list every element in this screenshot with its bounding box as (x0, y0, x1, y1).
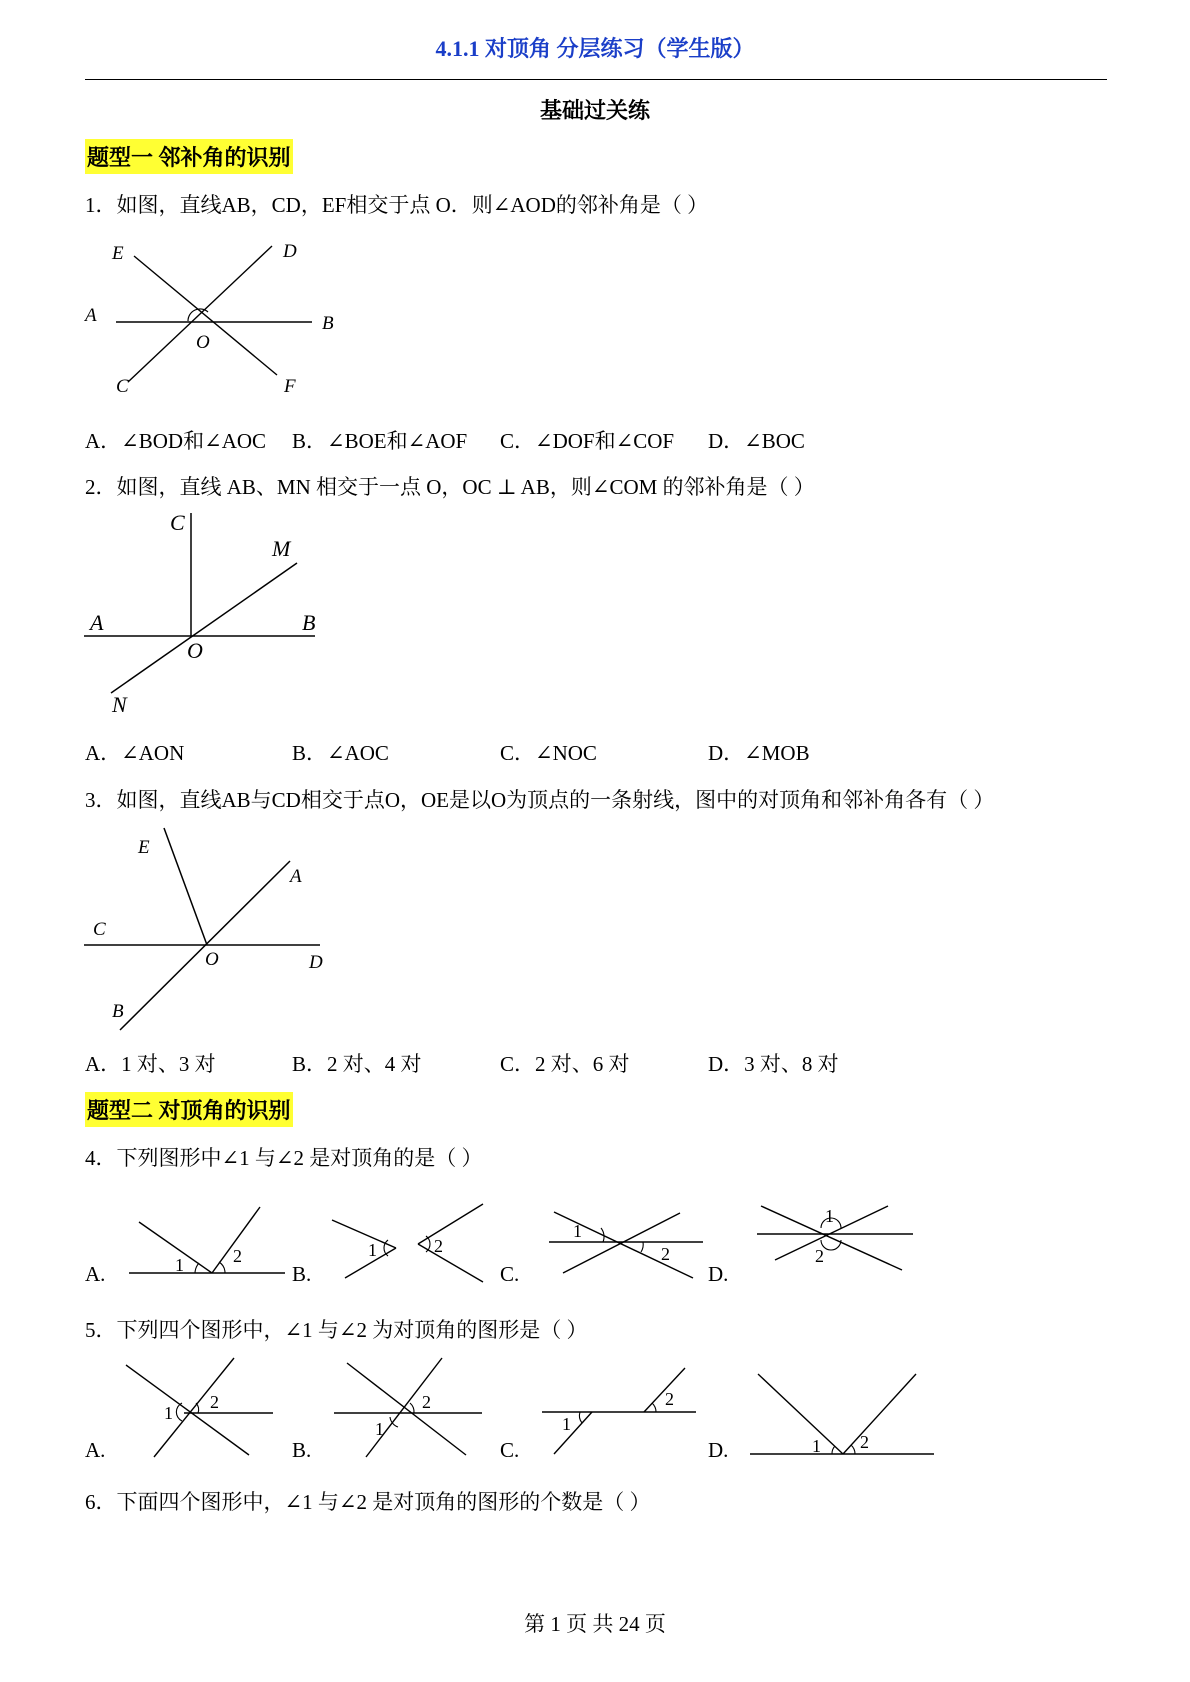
q4b-angle-2: 2 (434, 1236, 443, 1256)
q5-option-a[interactable]: A. (85, 1438, 106, 1462)
fig3-label-O: O (205, 949, 219, 970)
q5a-angle-2: 2 (210, 1392, 219, 1412)
question-6-text: 6．下面四个图形中，∠1 与∠2 是对顶角的图形的个数是（ ） (85, 1490, 651, 1514)
fig3-label-C: C (93, 919, 106, 940)
q4-figure-a (125, 1200, 295, 1290)
fig1-label-B: B (322, 313, 334, 334)
q4a-angle-2: 2 (233, 1246, 242, 1266)
q4-figure-d (755, 1200, 925, 1290)
fig2-label-N: N (112, 692, 127, 717)
question-1-figure (80, 235, 340, 405)
page-header-title: 4.1.1 对顶角 分层练习（学生版） (435, 36, 755, 61)
q4d-angle-2: 2 (815, 1246, 824, 1266)
q3-option-b[interactable]: B．2 对、4 对 (292, 1052, 422, 1076)
q2-option-b[interactable]: B．∠AOC (292, 741, 389, 765)
section-title: 基础过关练 (539, 98, 650, 123)
q4-figure-c (545, 1200, 715, 1290)
fig2-label-A: A (90, 610, 104, 635)
header-divider (85, 79, 1107, 80)
fig2-label-B: B (302, 610, 316, 635)
type-label-1: 题型一 邻补角的识别 (85, 139, 293, 174)
question-1-text: 1．如图，直线AB，CD，EF相交于点 O．则∠AOD的邻补角是（ ） (85, 193, 709, 217)
q2-option-a[interactable]: A．∠AON (85, 741, 185, 765)
question-3-figure (80, 825, 340, 1035)
q5c-angle-1: 1 (562, 1414, 571, 1434)
fig1-label-D: D (283, 241, 297, 262)
q5a-angle-1: 1 (164, 1403, 173, 1423)
q4-option-d[interactable]: D. (708, 1262, 729, 1286)
type-label-2: 题型二 对顶角的识别 (85, 1092, 293, 1127)
q5-figure-b (330, 1355, 500, 1465)
question-2-figure (80, 508, 340, 718)
fig2-label-O: O (187, 638, 203, 663)
q5d-angle-2: 2 (860, 1432, 869, 1452)
q4-figure-b (328, 1200, 498, 1290)
q4-option-c[interactable]: C. (500, 1262, 520, 1286)
fig3-label-E: E (138, 837, 150, 858)
question-5-text: 5．下列四个图形中，∠1 与∠2 为对顶角的图形是（ ） (85, 1318, 588, 1342)
q1-option-a[interactable]: A．∠BOD和∠AOC (85, 429, 267, 453)
q5d-angle-1: 1 (812, 1436, 821, 1456)
q5-figure-c (540, 1355, 710, 1465)
q5b-angle-2: 2 (422, 1392, 431, 1412)
question-2-text: 2．如图，直线 AB、MN 相交于一点 O，OC ⊥ AB，则∠COM 的邻补角是（ ） (85, 475, 815, 499)
q4-option-b[interactable]: B. (292, 1262, 312, 1286)
q3-option-d[interactable]: D．3 对、8 对 (708, 1052, 839, 1076)
fig1-label-A: A (85, 305, 97, 326)
q5-figure-d (748, 1360, 938, 1465)
page-footer: 第 1 页 共 24 页 (524, 1612, 666, 1636)
q5-option-b[interactable]: B. (292, 1438, 312, 1462)
q2-option-d[interactable]: D．∠MOB (708, 741, 810, 765)
fig1-label-O: O (196, 332, 210, 353)
q5-figure-a (120, 1355, 290, 1465)
q4c-angle-1: 1 (573, 1221, 582, 1241)
question-4-text: 4．下列图形中∠1 与∠2 是对顶角的是（ ） (85, 1146, 483, 1170)
fig3-label-B: B (112, 1001, 124, 1022)
q3-option-c[interactable]: C．2 对、6 对 (500, 1052, 630, 1076)
q1-option-b[interactable]: B．∠BOE和∠AOF (292, 429, 468, 453)
q1-option-c[interactable]: C．∠DOF和∠COF (500, 429, 675, 453)
fig3-label-D: D (309, 952, 323, 973)
fig2-label-C: C (170, 510, 185, 535)
q5c-angle-2: 2 (665, 1389, 674, 1409)
q1-option-d[interactable]: D．∠BOC (708, 429, 805, 453)
fig1-label-F: F (284, 376, 296, 397)
fig3-label-A: A (290, 866, 302, 887)
q5b-angle-1: 1 (375, 1419, 384, 1439)
q4a-angle-1: 1 (175, 1255, 184, 1275)
q5-option-c[interactable]: C. (500, 1438, 520, 1462)
q4-option-a[interactable]: A. (85, 1262, 106, 1286)
fig1-label-E: E (112, 243, 124, 264)
fig1-label-C: C (116, 376, 129, 397)
q3-option-a[interactable]: A．1 对、3 对 (85, 1052, 216, 1076)
q5-option-d[interactable]: D. (708, 1438, 729, 1462)
fig2-label-M: M (272, 536, 291, 561)
q2-option-c[interactable]: C．∠NOC (500, 741, 597, 765)
q4b-angle-1: 1 (368, 1240, 377, 1260)
q4c-angle-2: 2 (661, 1244, 670, 1264)
question-3-text: 3．如图，直线AB与CD相交于点O，OE是以O为顶点的一条射线，图中的对顶角和邻补角各有（ ） (85, 788, 995, 812)
q4d-angle-1: 1 (825, 1206, 834, 1226)
